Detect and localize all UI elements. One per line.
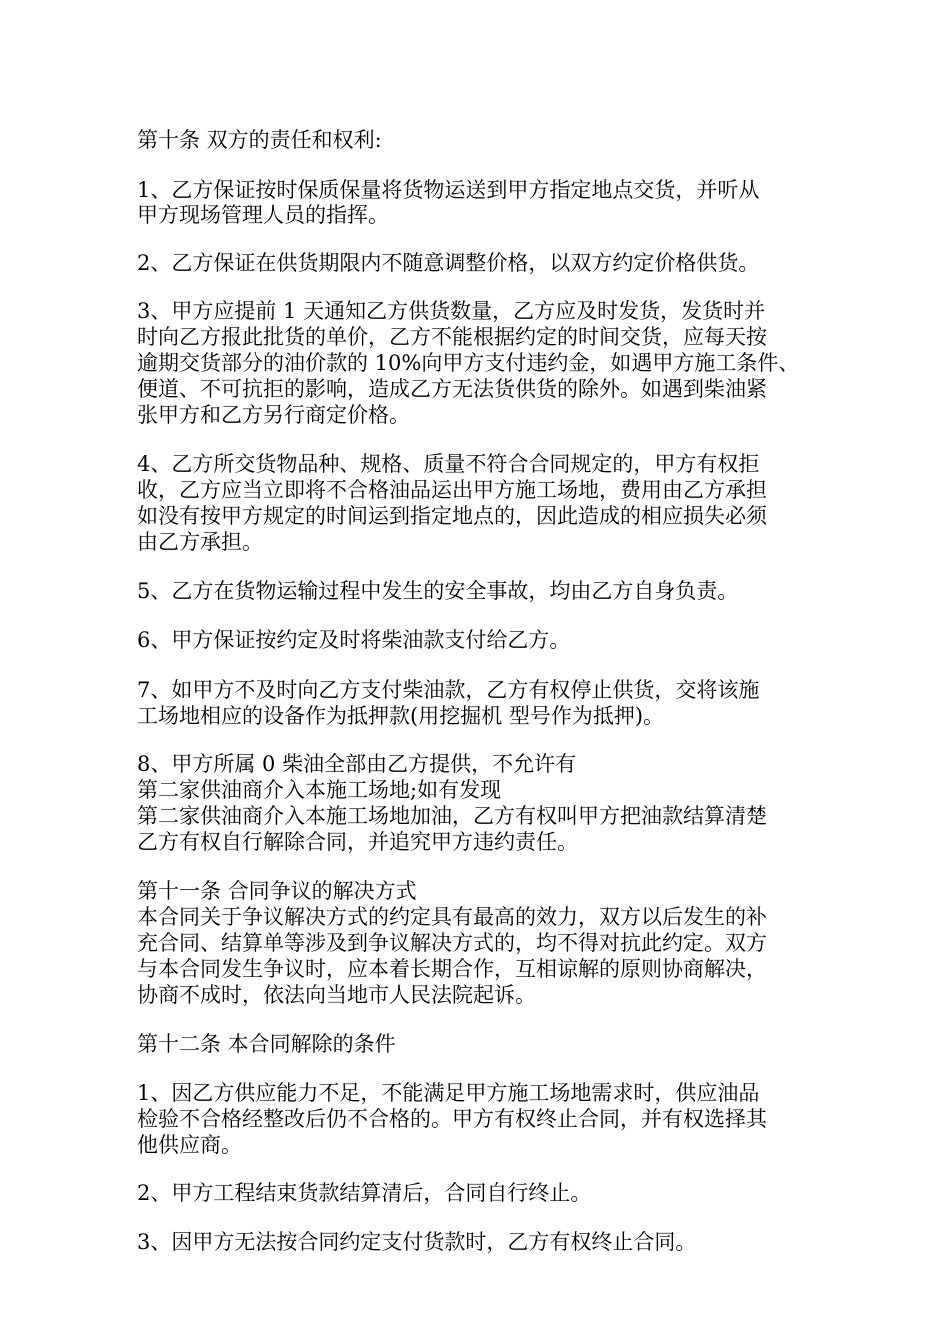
paragraph-line: 3、因甲方无法按合同约定支付货款时，乙方有权终止合同。: [137, 1230, 697, 1254]
paragraph-line: 2、乙方保证在供货期限内不随意调整价格，以双方约定价格供货。: [137, 251, 760, 275]
paragraph-line: 5、乙方在货物运输过程中发生的安全事故，均由乙方自身负责。: [137, 579, 739, 603]
paragraph-line: 6、甲方保证按约定及时将柴油款支付给乙方。: [137, 628, 571, 652]
paragraph-line: 1、因乙方供应能力不足，不能满足甲方施工场地需求时，供应油品: [137, 1081, 760, 1105]
paragraph-line: 工场地相应的设备作为抵押款(用挖掘机 型号作为抵押)。: [137, 704, 665, 728]
paragraph-line: 如没有按甲方规定的时间运到指定地点的，因此造成的相应损失必须: [137, 504, 767, 528]
article-10-heading: 第十条 双方的责任和权利:: [137, 128, 382, 152]
paragraph-line: 8、甲方所属 0 柴油全部由乙方提供，不允许有: [137, 752, 577, 776]
paragraph-line: 1、乙方保证按时保质保量将货物运送到甲方指定地点交货，并听从: [137, 178, 760, 202]
paragraph-line: 逾期交货部分的油价款的 10%向甲方支付违约金，如遇甲方施工条件、: [137, 351, 800, 375]
paragraph-line: 由乙方承担。: [137, 530, 263, 554]
article-11-heading: 第十一条 合同争议的解决方式: [137, 879, 417, 903]
paragraph-line: 与本合同发生争议时，应本着长期合作，互相谅解的原则协商解决，: [137, 957, 767, 981]
paragraph-line: 4、乙方所交货物品种、规格、质量不符合合同规定的，甲方有权拒: [137, 452, 760, 476]
paragraph-line: 甲方现场管理人员的指挥。: [137, 203, 389, 227]
paragraph-line: 7、如甲方不及时向乙方支付柴油款，乙方有权停止供货，交将该施: [137, 678, 760, 702]
article-12-heading: 第十二条 本合同解除的条件: [137, 1032, 396, 1056]
paragraph-line: 第二家供油商介入本施工场地加油，乙方有权叫甲方把油款结算清楚: [137, 804, 767, 828]
paragraph-line: 收，乙方应当立即将不合格油品运出甲方施工场地，费用由乙方承担: [137, 478, 767, 502]
paragraph-line: 第二家供油商介入本施工场地;如有发现: [137, 778, 502, 802]
paragraph-line: 2、甲方工程结束货款结算清后，合同自行终止。: [137, 1181, 592, 1205]
paragraph-line: 检验不合格经整改后仍不合格的。甲方有权终止合同，并有权选择其: [137, 1107, 767, 1131]
paragraph-line: 乙方有权自行解除合同，并追究甲方违约责任。: [137, 830, 578, 854]
paragraph-line: 3、甲方应提前 1 天通知乙方供货数量，乙方应及时发货，发货时并: [137, 299, 766, 323]
paragraph-line: 本合同关于争议解决方式的约定具有最高的效力，双方以后发生的补: [137, 905, 767, 929]
paragraph-line: 张甲方和乙方另行商定价格。: [137, 403, 410, 427]
paragraph-line: 便道、不可抗拒的影响，造成乙方无法货供货的除外。如遇到柴油紧: [137, 377, 767, 401]
paragraph-line: 时向乙方报此批货的单价，乙方不能根据约定的时间交货，应每天按: [137, 325, 767, 349]
paragraph-line: 协商不成时，依法向当地市人民法院起诉。: [137, 983, 536, 1007]
paragraph-line: 他供应商。: [137, 1133, 242, 1157]
paragraph-line: 充合同、结算单等涉及到争议解决方式的，均不得对抗此约定。双方: [137, 931, 767, 955]
